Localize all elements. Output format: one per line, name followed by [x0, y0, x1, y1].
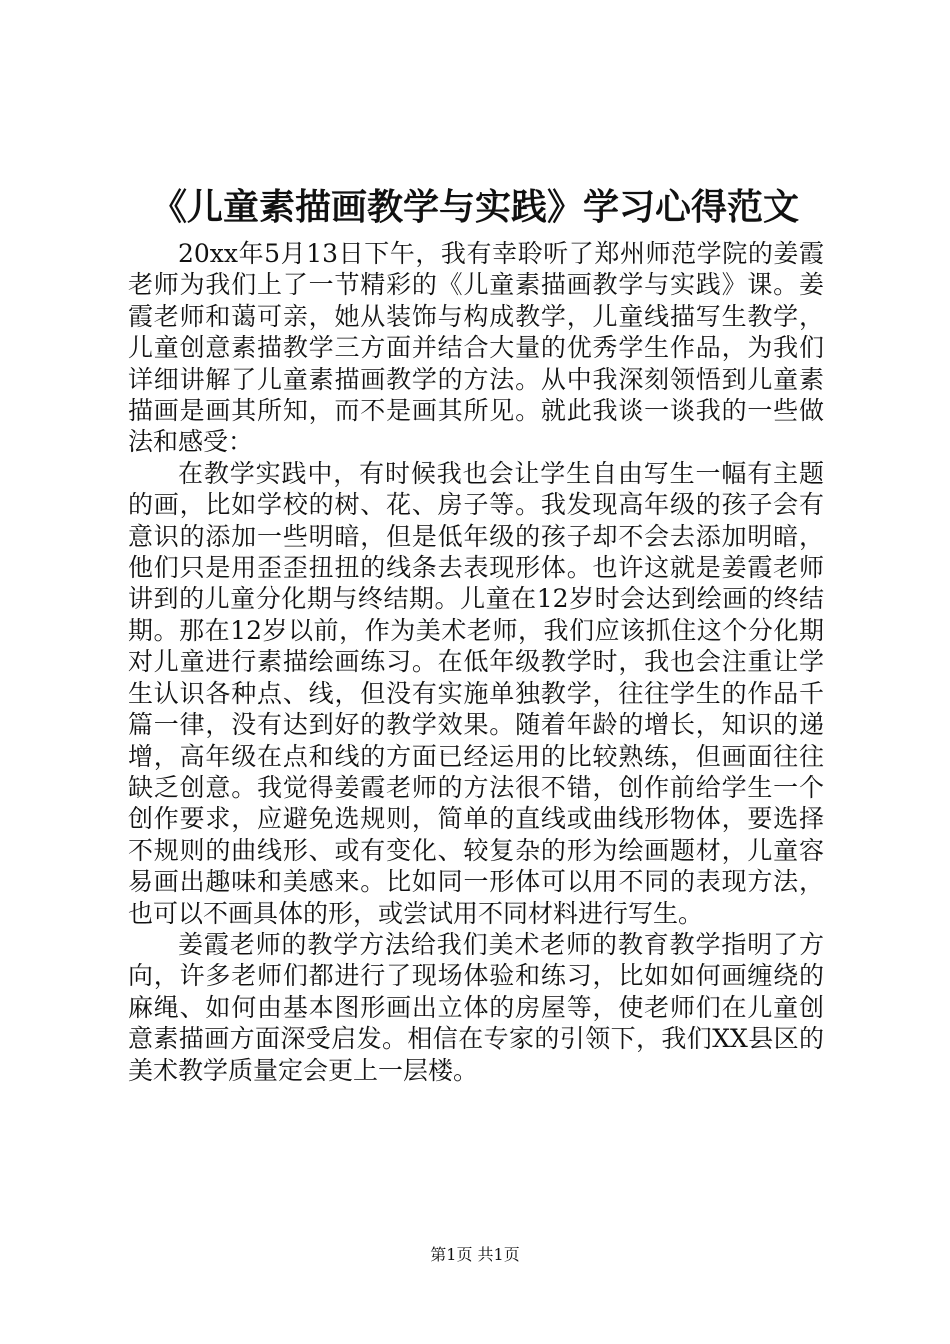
- paragraph-intro: 20xx年5月13日下午，我有幸聆听了郑州师范学院的姜霞老师为我们上了一节精彩的《儿童素描画教学与实践》课。姜霞老师和蔼可亲，她从装饰与构成教学，儿童线描写生教学，儿童创意素描教学三方面并结合大量的优秀学生作品，为我们详细讲解了儿童素描画教学的方法。从中我深刻领悟到儿童素描画是画其所知，而不是画其所见。就此我谈一谈我的一些做法和感受：: [128, 239, 824, 457]
- document-body: [128, 238, 824, 1086]
- paragraph-practice: 在教学实践中，有时候我也会让学生自由写生一幅有主题的画，比如学校的树、花、房子等。我发现高年级的孩子会有意识的添加一些明暗，但是低年级的孩子却不会去添加明暗，他们只是用歪歪扭扭的线条去表现形体。也许这就是姜霞老师讲到的儿童分化期与终结期。儿童在12岁时会达到绘画的终结期。那在12岁以前，作为美术老师，我们应该抓住这个分化期对儿童进行素描绘画练习。在低年级教学时，我也会注重让学生认识各种点、线，但没有实施单独教学，往往学生的作品千篇一律，没有达到好的教学效果。随着年龄的增长，知识的递增，高年级在点和线的方面已经运用的比较熟练，但画面往往缺乏创意。我觉得姜霞老师的方法很不错，创作前给学生一个创作要求，应避免选规则，简单的直线或曲线形物体，要选择不规则的曲线形、或有变化、较复杂的形为绘画题材，儿童容易画出趣味和美感来。比如同一形体可以用不同的表现方法，也可以不画具体的形，或尝试用不同材料进行写生。: [128, 458, 824, 928]
- paragraph-conclusion: 姜霞老师的教学方法给我们美术老师的教育教学指明了方向，许多老师们都进行了现场体验和练习，比如如何画缠绕的麻绳、如何由基本图形画出立体的房屋等，使老师们在儿童创意素描画方面深受启发。相信在专家的引领下，我们XX县区的美术教学质量定会更上一层楼。: [128, 929, 824, 1085]
- document-title: 《儿童素描画教学与实践》学习心得范文: [150, 186, 799, 228]
- page-footer: 第1页 共1页: [430, 1245, 520, 1264]
